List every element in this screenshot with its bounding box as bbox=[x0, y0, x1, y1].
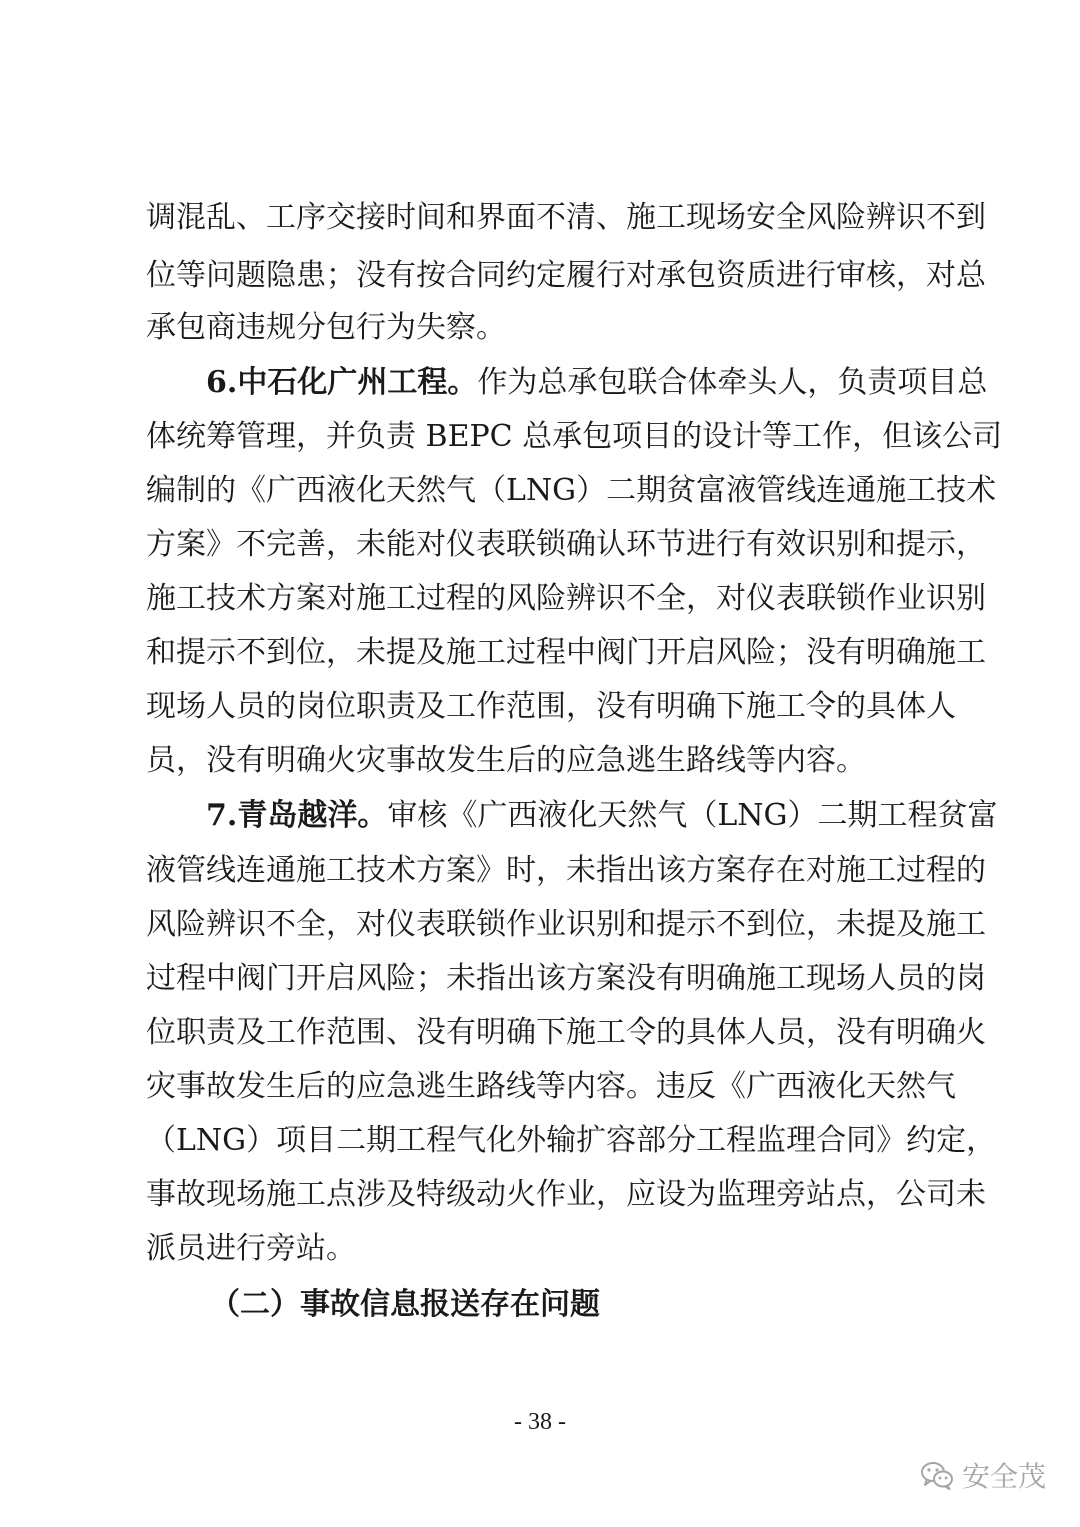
body-line: 方案》不完善，未能对仪表联锁确认环节进行有效识别和提示， bbox=[146, 527, 986, 562]
body-line: 位职责及工作范围、没有明确下施工令的具体人员，没有明确火 bbox=[146, 1015, 986, 1050]
paragraph-6-first-line-text: 作为总承包联合体牵头人，负责项目总 bbox=[477, 365, 988, 400]
watermark bbox=[920, 1452, 1046, 1498]
body-line: 位等问题隐患；没有按合同约定履行对承包资质进行审核，对总 bbox=[146, 258, 986, 293]
body-line: 承包商违规分包行为失察。 bbox=[146, 310, 506, 345]
body-line: 员，没有明确火灾事故发生后的应急逃生路线等内容。 bbox=[146, 743, 866, 778]
body-line: 事故现场施工点涉及特级动火作业，应设为监理旁站点，公司未 bbox=[146, 1177, 986, 1212]
page-number: - 38 - bbox=[514, 1409, 566, 1435]
body-line: （LNG）项目二期工程气化外输扩容部分工程监理合同》约定， bbox=[146, 1123, 997, 1158]
body-line: 调混乱、工序交接时间和界面不清、施工现场安全风险辨识不到 bbox=[146, 200, 986, 235]
paragraph-7-first-line-text: 审核《广西液化天然气（LNG）二期工程贫富 bbox=[387, 798, 998, 833]
body-line: 液管线连通施工技术方案》时，未指出该方案存在对施工过程的 bbox=[146, 853, 986, 888]
paragraph-7-first-line bbox=[206, 790, 998, 842]
body-line: 派员进行旁站。 bbox=[146, 1231, 356, 1266]
body-line: 编制的《广西液化天然气（LNG）二期贫富液管线连通施工技术 bbox=[146, 473, 997, 508]
wechat-icon bbox=[920, 1460, 954, 1490]
paragraph-7-lead: 7.青岛越洋。 bbox=[206, 798, 388, 833]
body-line: 和提示不到位，未提及施工过程中阀门开启风险；没有明确施工 bbox=[146, 635, 986, 670]
body-line: 风险辨识不全，对仪表联锁作业识别和提示不到位，未提及施工 bbox=[146, 907, 986, 942]
body-line: 过程中阀门开启风险；未指出该方案没有明确施工现场人员的岗 bbox=[146, 961, 986, 996]
body-line: 现场人员的岗位职责及工作范围，没有明确下施工令的具体人 bbox=[146, 689, 956, 724]
watermark-text: 安全茂 bbox=[961, 1460, 1046, 1493]
body-line: 体统筹管理，并负责 BEPC 总承包项目的设计等工作，但该公司 bbox=[146, 419, 1003, 454]
paragraph-6-first-line bbox=[206, 357, 988, 409]
body-line: 施工技术方案对施工过程的风险辨识不全，对仪表联锁作业识别 bbox=[146, 581, 986, 616]
paragraph-6-lead: 6.中石化广州工程。 bbox=[206, 365, 478, 400]
section-heading: （二）事故信息报送存在问题 bbox=[210, 1287, 600, 1322]
body-line: 灾事故发生后的应急逃生路线等内容。违反《广西液化天然气 bbox=[146, 1069, 956, 1104]
